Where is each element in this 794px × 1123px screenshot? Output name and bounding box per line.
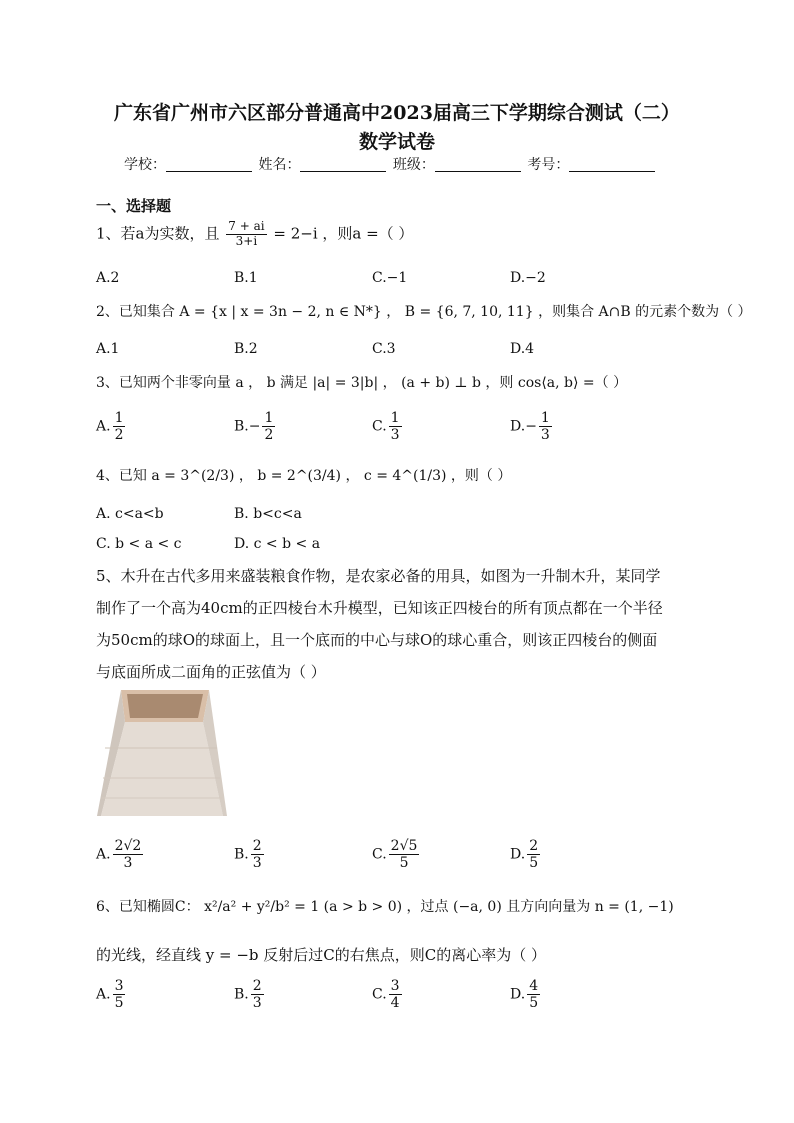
- q3-option-a: A. $\frac{1}{2}$: [96, 410, 124, 444]
- q1-option-a: A.2: [96, 270, 120, 286]
- question-3-stem: 3、已知两个非零向量 a ， b 满足 |a| = 3|b| ， (a + b) ⊥ b ，则 cos⟨a, b⟩ =（ ）: [96, 375, 628, 391]
- q1-option-d: D.−2: [510, 270, 546, 286]
- class-label: 班级：: [392, 157, 435, 173]
- question-4-stem: 4、已知 a = 3^(2/3) ， b = 2^(3/4) ， c = 4^(1/3) ，则（ ）: [96, 468, 512, 484]
- q6-option-d: D. $\frac{4}{5}$: [510, 978, 539, 1012]
- q2-option-a: A.1: [96, 341, 120, 357]
- question-6-line-1: 6、已知椭圆C： x²/a² + y²/b² = 1 (a > b > 0) ，过点 (−a, 0) 且方向向量为 n = (1, −1): [96, 899, 674, 915]
- student-info-row: [124, 154, 657, 174]
- q3-option-d: D.− $\frac{1}{3}$: [510, 410, 550, 444]
- q5-option-c: C. $\frac{2√5}{5}$: [372, 838, 418, 872]
- question-5-line-3: 为50cm的球O的球面上，且一个底而的中心与球O的球心重合，则该正四棱台的侧面: [96, 631, 658, 649]
- school-label: 学校：: [124, 157, 166, 173]
- q6-option-a: A. $\frac{3}{5}$: [96, 978, 124, 1012]
- q3-option-c: C. $\frac{1}{3}$: [372, 410, 400, 444]
- wooden-bucket-image: [97, 688, 227, 819]
- q4-option-c: C. b < a < c: [96, 536, 182, 552]
- name-blank: [300, 157, 386, 172]
- q5-option-d: D. $\frac{2}{5}$: [510, 838, 539, 872]
- q1-text-b: = 2−i ，则a =（ ）: [273, 224, 414, 243]
- q5-option-a: A. $\frac{2√2}{3}$: [96, 838, 142, 872]
- question-6-line-2: 的光线，经直线 y = −b 反射后过C的右焦点，则C的离心率为（ ）: [96, 946, 547, 964]
- school-blank: [166, 157, 252, 172]
- q2-option-c: C.3: [372, 341, 396, 357]
- q4-option-a: A. c<a<b: [96, 506, 164, 522]
- exam-number-blank: [569, 157, 655, 172]
- question-5-line-2: 制作了一个高为40cm的正四棱台木升模型，已知该正四棱台的所有顶点都在一个半径: [96, 599, 663, 617]
- q5-option-b: B. $\frac{2}{3}$: [234, 838, 262, 872]
- q2-option-d: D.4: [510, 341, 535, 357]
- question-1-stem: [96, 220, 413, 249]
- question-2-stem: 2、已知集合 A = {x | x = 3n − 2, n ∈ N*} ， B = {6, 7, 10, 11} ，则集合 A∩B 的元素个数为（ ）: [96, 304, 752, 320]
- q6-option-b: B. $\frac{2}{3}$: [234, 978, 262, 1012]
- question-5-line-1: 5、木升在古代多用来盛装粮食作物，是农家必备的用具，如图为一升制木升，某同学: [96, 567, 661, 585]
- title-line-1: 广东省广州市六区部分普通高中2023届高三下学期综合测试（二）: [114, 102, 680, 124]
- q1-option-b: B.1: [234, 270, 258, 286]
- q2-option-b: B.2: [234, 341, 258, 357]
- q1-option-c: C.−1: [372, 270, 408, 286]
- q1-fraction: $\frac{7 + ai}{3+i}$: [228, 219, 265, 248]
- exam-number-label: 考号：: [527, 157, 570, 173]
- title-line-2: 数学试卷: [358, 131, 435, 153]
- q4-option-b: B. b<c<a: [234, 506, 302, 522]
- q6-option-c: C. $\frac{3}{4}$: [372, 978, 400, 1012]
- name-label: 姓名：: [258, 157, 301, 173]
- section-heading: 一、选择题: [96, 197, 172, 215]
- q1-text-a: 1、若a为实数，且: [96, 224, 220, 243]
- q3-option-b: B.− $\frac{1}{2}$: [234, 410, 274, 444]
- question-5-line-4: 与底面所成二面角的正弦值为（ ）: [96, 663, 326, 681]
- class-blank: [435, 157, 521, 172]
- q4-option-d: D. c < b < a: [234, 536, 321, 552]
